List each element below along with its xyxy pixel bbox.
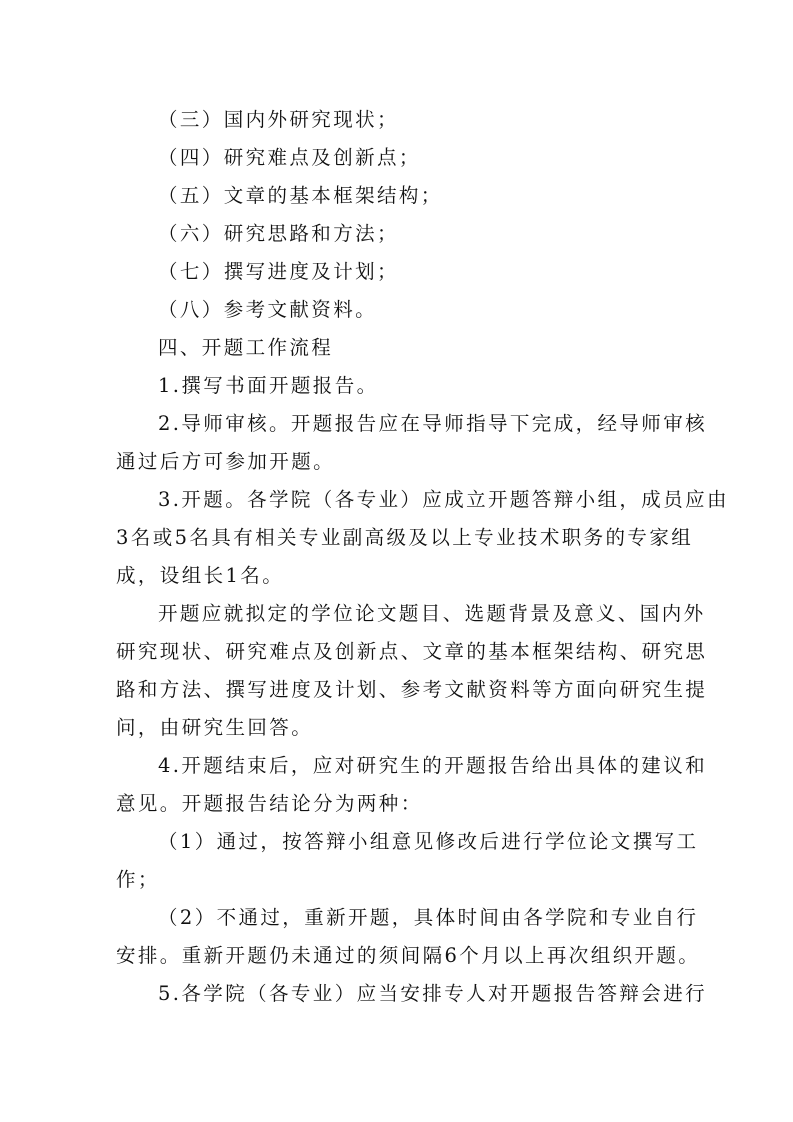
- step-4: 4.开题结束后，应对研究生的开题报告给出具体的建议和: [158, 754, 708, 777]
- result-fail: （2）不通过，重新开题，具体时间由各学院和专业自行: [158, 906, 699, 929]
- paragraph-questions-continued-2: 路和方法、撰写进度及计划、参考文献资料等方面向研究生提: [116, 678, 708, 701]
- paragraph-questions: 开题应就拟定的学位论文题目、选题背景及意义、国内外: [158, 602, 706, 625]
- list-item-schedule: （七）撰写进度及计划；: [158, 260, 399, 283]
- step-3-continued-1: 3名或5名具有相关专业副高级及以上专业技术职务的专家组: [116, 526, 694, 549]
- paragraph-questions-continued-1: 研究现状、研究难点及创新点、文章的基本框架结构、研究思: [116, 640, 708, 663]
- step-5: 5.各学院（各专业）应当安排专人对开题报告答辩会进行: [158, 982, 708, 1005]
- step-4-continued: 意见。开题报告结论分为两种：: [116, 792, 423, 815]
- step-2-continued: 通过后方可参加开题。: [116, 450, 336, 473]
- result-fail-continued: 安排。重新开题仍未通过的须间隔6个月以上再次组织开题。: [116, 944, 701, 967]
- step-1: 1.撰写书面开题报告。: [158, 374, 379, 397]
- step-3: 3.开题。各学院（各专业）应成立开题答辩小组，成员应由: [158, 488, 729, 511]
- list-item-framework: （五）文章的基本框架结构；: [158, 184, 443, 207]
- step-2: 2.导师审核。开题报告应在导师指导下完成，经导师审核: [158, 412, 708, 435]
- step-3-continued-2: 成，设组长1名。: [116, 564, 285, 587]
- list-item-methods: （六）研究思路和方法；: [158, 222, 399, 245]
- result-pass: （1）通过，按答辩小组意见修改后进行学位论文撰写工: [158, 830, 699, 853]
- result-pass-continued: 作；: [116, 868, 160, 891]
- list-item-references: （八）参考文献资料。: [158, 298, 378, 321]
- list-item-difficulties: （四）研究难点及创新点；: [158, 146, 421, 169]
- paragraph-questions-continued-3: 问，由研究生回答。: [116, 716, 314, 739]
- list-item-research-status: （三）国内外研究现状；: [158, 108, 399, 131]
- section-heading: 四、开题工作流程: [158, 336, 334, 359]
